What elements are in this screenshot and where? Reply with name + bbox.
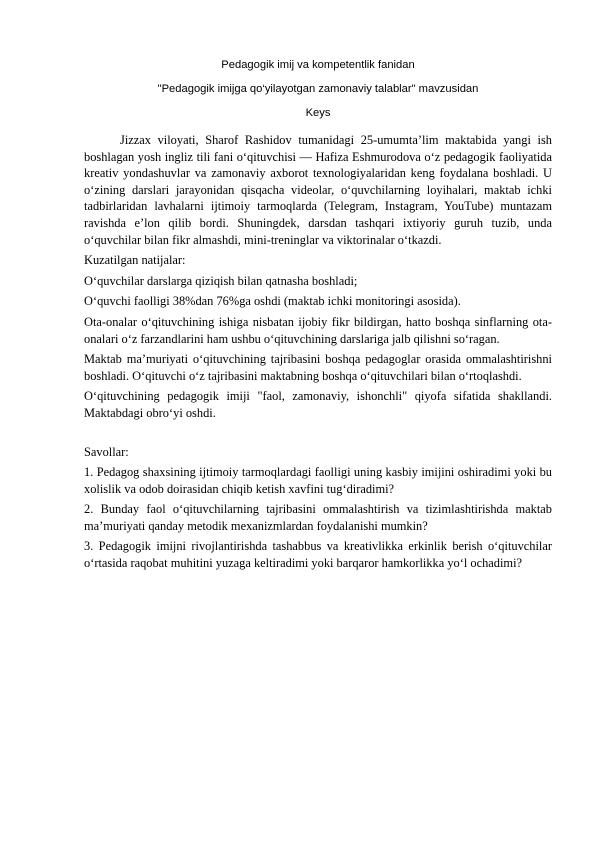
document-body <box>84 132 552 572</box>
result-item: Ota-onalar o‘qituvchining ishiga nisbatan ijobiy fikr bildirgan, hatto boshqa sinflarning ota-onalari o‘z farzandlarini ham ushbu o‘qituvchining darslariga jalb qilishni so‘ragan. <box>84 314 552 346</box>
questions-heading: Savollar: <box>84 444 129 459</box>
question-item: 1. Pedagog shaxsining ijtimoiy tarmoqlardagi faolligi uning kasbiy imijini oshiradimi yoki bu xolislik va odob doirasidan chiqib ketish xavfini tug‘diradimi? <box>84 465 552 496</box>
result-item: Maktab ma’muriyati o‘qituvchining tajribasini boshqa pedagoglar orasida ommalashtirishni boshladi. O‘qituvchi o‘z tajribasini maktabning boshqa o‘qituvchilari bilan o‘rtoqlashdi. <box>84 352 552 383</box>
case-label: Keys <box>305 107 331 119</box>
result-item: O‘qituvchining pedagogik imiji "faol, zamonaviy, ishonchli" qiyofa sifatida shakllandi. Maktabdagi obro‘yi oshdi. <box>84 389 552 420</box>
document-title: Pedagogik imij va kompetentlik fanidan <box>221 59 415 71</box>
question-item: 3. Pedagogik imijni rivojlantirishda tashabbus va kreativlikka erkinlik berish o‘qituvchilar o‘rtasida raqobat muhitini yuzaga keltiradimi yoki barqaror hamkorlikka yo‘l ochadimi? <box>84 539 552 571</box>
document-subtitle: "Pedagogik imijga qo‘yilayotgan zamonaviy talablar" mavzusidan <box>157 83 479 95</box>
results-heading: Kuzatilgan natijalar: <box>84 253 186 268</box>
intro-paragraph: Jizzax viloyati, Sharof Rashidov tumanidagi 25-umumta’lim maktabida yangi ish boshlagan yosh ingliz tili fani o‘qituvchisi — Hafiza Eshmurodova o‘z pedagogik faoliyatida kreativ yondashuvlar va zamonaviy axborot texnologiyalaridan keng foydalana boshladi. U o‘zining darslari jarayonidan qisqacha videolar, o‘quvchilarning loyihalari, maktab ichki tadbirlaridan lavhalarni ijtimoiy tarmoqlarda (Telegram, Instagram, YouTube) muntazam ravishda e’lon qilib bordi. Shuningdek, darsdan tashqari ixtiyoriy guruh tuzib, unda o‘quvchilar bilan fikr almashdi, mini-treninglar va viktorinalar o‘tkazdi. <box>84 133 552 247</box>
section-spacer <box>84 426 552 444</box>
question-item: 2. Bunday faol o‘qituvchilarning tajribasini ommalashtirish va tizimlashtirishda maktab ma’muriyati qanday metodik mexanizmlardan foydalanishi mumkin? <box>84 502 552 533</box>
result-item: O‘quvchilar darslarga qiziqish bilan qatnasha boshladi; <box>84 273 358 288</box>
result-item: O‘quvchi faolligi 38%dan 76%ga oshdi (maktab ichki monitoringi asosida). <box>84 294 461 309</box>
